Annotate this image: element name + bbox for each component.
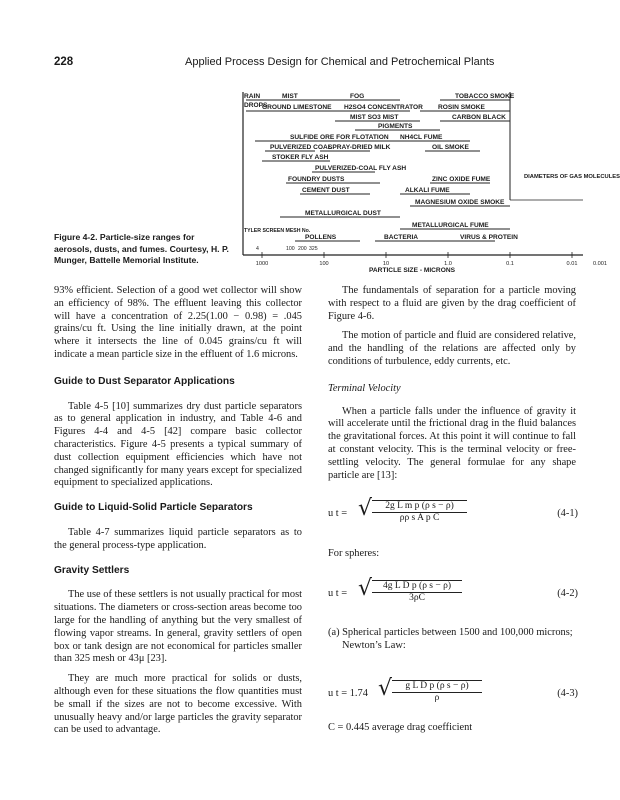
band-label: ZINC OXIDE FUME xyxy=(432,176,491,183)
band-label: ROSIN SMOKE xyxy=(438,104,485,111)
section-heading: Guide to Liquid-Solid Particle Separators xyxy=(54,502,253,514)
eq-numerator: g L D p (ρ s − ρ) xyxy=(392,680,482,691)
tick-label: 0.01 xyxy=(566,261,578,267)
section-heading: Gravity Settlers xyxy=(54,564,130,576)
axis-label: PARTICLE SIZE - MICRONS xyxy=(369,267,455,274)
section-heading: Guide to Dust Separator Applications xyxy=(54,375,235,387)
paragraph: They are much more practical for solids or dusts, although even for these situations the flow quantities must be small if the sizes are not to become excessive. With unusually heavy and/or large particles the gravity separator can be used to advantage. xyxy=(54,673,302,736)
band-label: FOUNDRY DUSTS xyxy=(288,176,345,183)
band-label: PULVERIZED COAL xyxy=(270,144,332,151)
eq-lhs: u t = xyxy=(328,588,348,599)
tick-label: 1.0 xyxy=(444,261,452,267)
band-label: TOBACCO SMOKE xyxy=(455,93,515,100)
tick-label: 100 xyxy=(319,261,329,267)
band-label: STOKER FLY ASH xyxy=(272,154,329,161)
mesh-value: 100 xyxy=(286,246,295,252)
band-label: GROUND LIMESTONE xyxy=(262,104,332,111)
equation-4-3 xyxy=(328,676,578,710)
band-label: BACTERIA xyxy=(384,234,419,241)
band-label: METALLURGICAL FUME xyxy=(412,222,489,229)
band-label: CARBON BLACK xyxy=(452,114,506,121)
eq-denominator: ρρ s A p C xyxy=(372,512,467,523)
paragraph: The motion of particle and fluid are considered relative, and the handling of the relations are affected only by conditions of turbulence, eddy currents, etc. xyxy=(328,330,576,367)
band-label: SULFIDE ORE FOR FLOTATION xyxy=(290,134,389,141)
figure-caption: Figure 4-2. Particle-size ranges for aerosols, dusts, and fumes. Courtesy, H. P. Munger, Battelle Memorial Institute. xyxy=(54,232,229,265)
page-number: 228 xyxy=(54,56,74,68)
paragraph: Table 4-5 [10] summarizes dry dust particle separators as to general application in industry, and Table 4-6 and Figures 4-4 and 4-5 [42] compare basic collector characteristics. Figure 4-5 presents a typical summary of dust collection equipment efficiencies which have not changed significantly for many years except for specialized equipment to specialized applications. xyxy=(54,400,302,489)
band-label: PULVERIZED-COAL FLY ASH xyxy=(315,165,407,172)
paragraph: The fundamentals of separation for a particle moving with respect to a fluid are given by the drag coefficient of Figure 4-6. xyxy=(328,285,576,322)
sqrt-icon: √ xyxy=(378,676,393,701)
sqrt-icon: √ xyxy=(358,576,373,601)
tick-label: 0.1 xyxy=(506,261,514,267)
paragraph: The use of these settlers is not usually practical for most situations. The diameters or cross-section areas become too large for the handling of anything but the very smallest of flowing vapor streams. In general, gravity settlers of open box or tank design are not economical for particles smaller than 325 mesh or 43μ [23]. xyxy=(54,589,302,665)
mesh-value: 4 xyxy=(256,246,259,252)
band-label: VIRUS & PROTEIN xyxy=(460,234,518,241)
band-label: FOG xyxy=(350,93,365,100)
equation-number: (4-2) xyxy=(557,588,578,599)
left-column xyxy=(54,285,302,744)
eq-lhs: u t = 1.74 xyxy=(328,688,368,699)
band-label: MAGNESIUM OXIDE SMOKE xyxy=(415,199,505,206)
band-label: SPRAY-DRIED MILK xyxy=(328,144,391,151)
drag-coefficient-note: C = 0.445 average drag coefficient xyxy=(328,722,473,733)
band-label: METALLURGICAL DUST xyxy=(305,210,381,217)
equation-number: (4-1) xyxy=(557,508,578,519)
band-label: NH4CL FUME xyxy=(400,134,443,141)
band-label: MIST SO3 MIST xyxy=(350,114,399,121)
eq-denominator: 3ρC xyxy=(372,592,462,603)
equation-4-2 xyxy=(328,576,578,610)
band-label: MIST xyxy=(282,93,298,100)
band-label: H2SO4 CONCENTRATOR xyxy=(344,104,423,111)
paragraph: When a particle falls under the influence of gravity it will accelerate until the frictional drag in the fluid balances the gravitational forces. At this point it will continue to fall at constant velocity. This is the terminal velocity or free-settling velocity. The general formulae for any shape particle are [13]: xyxy=(328,405,576,481)
band-label: POLLENS xyxy=(305,234,337,241)
mesh-title: TYLER SCREEN MESH No. xyxy=(244,228,311,234)
list-item: (a) Spherical particles between 1500 and 100,000 microns; Newton’s Law: xyxy=(328,627,573,651)
eq-numerator: 4g L D p (ρ s − ρ) xyxy=(372,580,462,591)
tick-label: 10 xyxy=(382,261,390,267)
for-spheres-label: For spheres: xyxy=(328,548,380,559)
eq-denominator: ρ xyxy=(392,692,482,703)
running-title: Applied Process Design for Chemical and Petrochemical Plants xyxy=(185,56,495,68)
sqrt-icon: √ xyxy=(358,496,373,521)
mesh-value: 200 xyxy=(298,246,307,252)
tick-label: 0.001 xyxy=(593,261,607,267)
side-label: DIAMETERS OF GAS MOLECULES xyxy=(524,174,620,180)
band-label: CEMENT DUST xyxy=(302,187,350,194)
band-label: DROPS xyxy=(244,102,268,109)
eq-lhs: u t = xyxy=(328,508,348,519)
band-label: PIGMENTS xyxy=(378,123,413,130)
tick-label: 1000 xyxy=(255,261,269,267)
band-label: RAIN xyxy=(244,93,261,100)
equation-number: (4-3) xyxy=(557,688,578,699)
paragraph: Table 4-7 summarizes liquid particle separators as to the general process-type application. xyxy=(54,526,302,551)
paragraph: 93% efficient. Selection of a good wet collector will show an efficiency of 98%. The effluent leaving this collector will have a concentration of 2.25(1.00 − 0.98) = .045 grains/cu ft. Using the line initially drawn, at the point where it intersects the line of 0.045 grains/cu ft will indicate a mean particle size in the effluent of 1.6 microns. xyxy=(54,285,302,360)
band-label: ALKALI FUME xyxy=(405,187,450,194)
subheading: Terminal Velocity xyxy=(328,382,401,394)
mesh-value: 325 xyxy=(309,246,318,252)
eq-numerator: 2g L m p (ρ s − ρ) xyxy=(372,500,467,511)
right-column xyxy=(328,285,576,489)
band-label: OIL SMOKE xyxy=(432,144,469,151)
equation-4-1 xyxy=(328,496,578,530)
